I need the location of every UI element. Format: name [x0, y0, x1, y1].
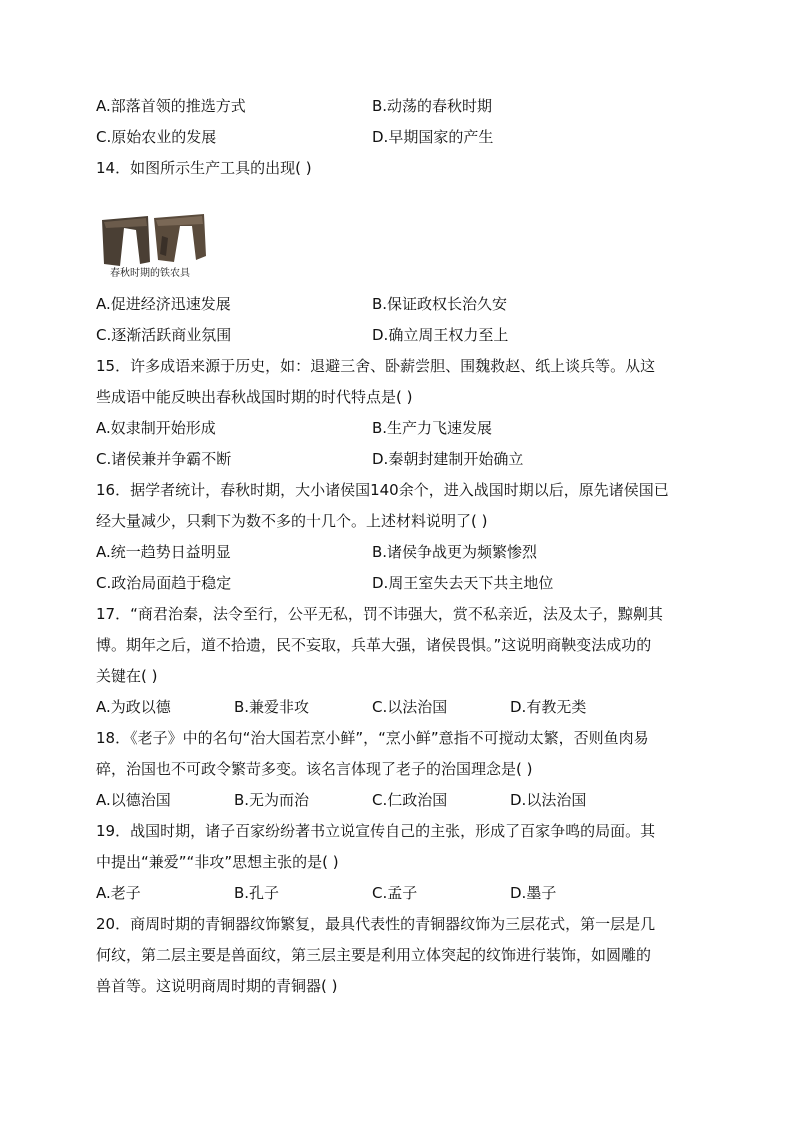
q17-stem-line: 关键在( )	[96, 667, 158, 685]
q16-option-d[interactable]: D.周王室失去天下共主地位	[372, 574, 554, 592]
q19-option-b[interactable]: B.孔子	[234, 884, 280, 902]
q18-stem-line: 18．《老子》中的名句“治大国若烹小鲜”，“烹小鲜”意指不可搅动太繁，否则鱼肉易	[96, 729, 649, 747]
q16-stem-line: 经大量减少，只剩下为数不多的十几个。上述材料说明了( )	[96, 512, 488, 530]
figure-caption: 春秋时期的铁农具	[110, 268, 190, 279]
q20-stem-line: 何纹，第二层主要是兽面纹，第三层主要是利用立体突起的纹饰进行装饰，如圆雕的	[96, 946, 652, 964]
q20-stem-line: 兽首等。这说明商周时期的青铜器( )	[96, 977, 338, 995]
q17-option-a[interactable]: A.为政以德	[96, 698, 171, 716]
q18-option-a[interactable]: A.以德治国	[96, 791, 171, 809]
q19-stem-line: 中提出“兼爱”“非攻”思想主张的是( )	[96, 853, 339, 871]
q14-option-c[interactable]: C.逐渐活跃商业氛围	[96, 326, 232, 344]
q16-option-c[interactable]: C.政治局面趋于稳定	[96, 574, 232, 592]
q15-stem-line: 些成语中能反映出春秋战国时期的时代特点是( )	[96, 388, 413, 406]
q15-option-a[interactable]: A.奴隶制开始形成	[96, 419, 216, 437]
q13-option-a[interactable]: A.部落首领的推选方式	[96, 97, 246, 115]
q18-option-c[interactable]: C.仁政治国	[372, 791, 448, 809]
q17-option-c[interactable]: C.以法治国	[372, 698, 448, 716]
q13-option-c[interactable]: C.原始农业的发展	[96, 128, 217, 146]
q18-stem-line: 碎，治国也不可政令繁苛多变。该名言体现了老子的治国理念是( )	[96, 760, 533, 778]
q17-option-b[interactable]: B.兼爱非攻	[234, 698, 310, 716]
q15-option-b[interactable]: B.生产力飞速发展	[372, 419, 493, 437]
q19-option-d[interactable]: D.墨子	[510, 884, 557, 902]
q17-stem-line: 博。期年之后，道不拾遗，民不妄取，兵革大强，诸侯畏惧。”这说明商鞅变法成功的	[96, 636, 652, 654]
q15-option-c[interactable]: C.诸侯兼并争霸不断	[96, 450, 232, 468]
q14-stem: 14．如图所示生产工具的出现( )	[96, 159, 312, 177]
q19-option-a[interactable]: A.老子	[96, 884, 141, 902]
q14-option-b[interactable]: B.保证政权长治久安	[372, 295, 508, 313]
q15-option-d[interactable]: D.秦朝封建制开始确立	[372, 450, 524, 468]
q18-option-b[interactable]: B.无为而治	[234, 791, 310, 809]
q17-stem-line: 17．“商君治秦，法令至行，公平无私，罚不讳强大，赏不私亲近，法及太子，黥劓其	[96, 605, 663, 623]
q16-stem-line: 16．据学者统计，春秋时期，大小诸侯国140余个，进入战国时期以后，原先诸侯国已	[96, 481, 669, 499]
q13-option-b[interactable]: B.动荡的春秋时期	[372, 97, 493, 115]
q19-stem-line: 19．战国时期，诸子百家纷纷著书立说宣传自己的主张，形成了百家争鸣的局面。其	[96, 822, 656, 840]
q20-stem-line: 20．商周时期的青铜器纹饰繁复，最具代表性的青铜器纹饰为三层花式，第一层是几	[96, 915, 656, 933]
q16-option-b[interactable]: B.诸侯争战更为频繁惨烈	[372, 543, 538, 561]
q17-option-d[interactable]: D.有教无类	[510, 698, 587, 716]
q18-option-d[interactable]: D.以法治国	[510, 791, 587, 809]
q15-stem-line: 15．许多成语来源于历史，如：退避三舍、卧薪尝胆、围魏救赵、纸上谈兵等。从这	[96, 357, 656, 375]
q14-option-d[interactable]: D.确立周王权力至上	[372, 326, 509, 344]
q19-option-c[interactable]: C.孟子	[372, 884, 418, 902]
q16-option-a[interactable]: A.统一趋势日益明显	[96, 543, 231, 561]
q14-option-a[interactable]: A.促进经济迅速发展	[96, 295, 231, 313]
q13-option-d[interactable]: D.早期国家的产生	[372, 128, 494, 146]
